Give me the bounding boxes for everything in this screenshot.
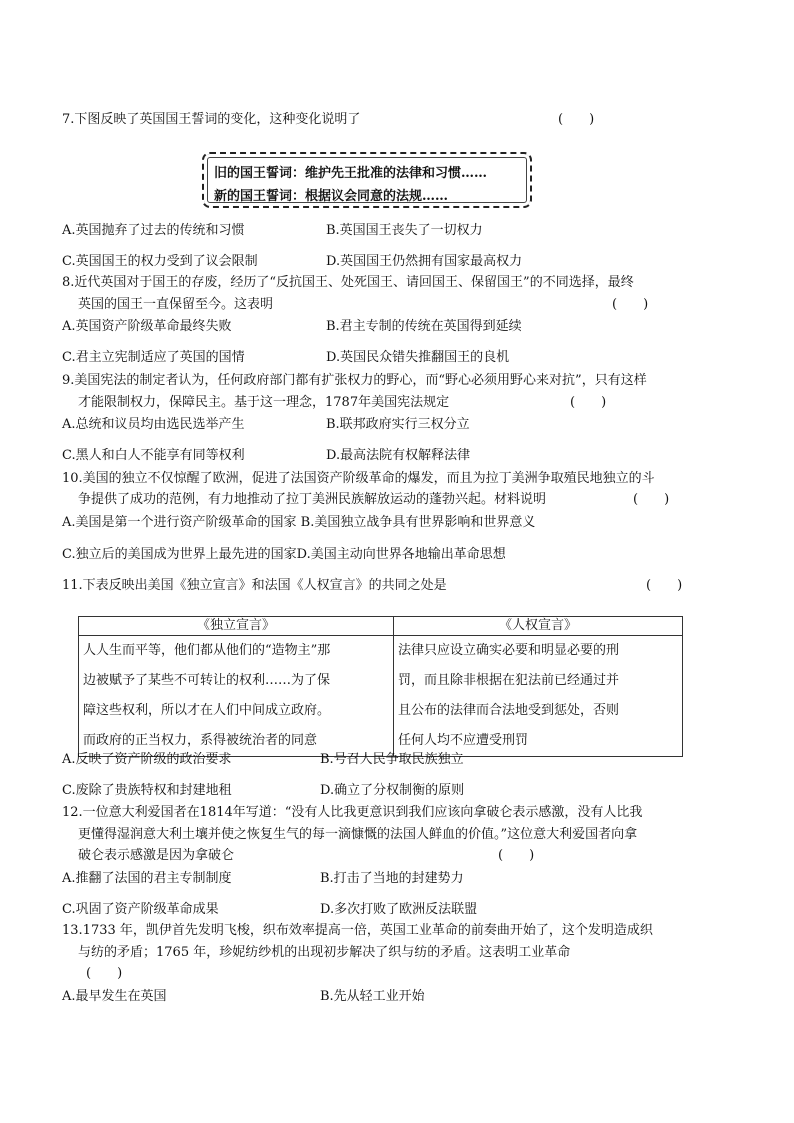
table-header-rights: 《人权宣言》 bbox=[394, 617, 683, 636]
rights-line: 法律只应设立确实必要和明显必要的刑 bbox=[398, 643, 620, 658]
q8-stem-line2: 英国的国王一直保留至今。这表明 bbox=[78, 297, 274, 312]
q7-answer-paren: ( ) bbox=[558, 112, 595, 127]
q11-option-c: C.废除了贵族特权和封建地租 bbox=[62, 783, 232, 798]
q8-stem-line1: 8.近代英国对于国王的存废，经历了“反抗国王、处死国王、请回国王、保留国王”的不同选择，最终 bbox=[62, 275, 634, 290]
q13-stem-line1: 13.1733 年，凯伊首先发明飞梭，织布效率提高一倍，英国工业革命的前奏曲开始了，这个发明造成织 bbox=[62, 923, 653, 938]
q8-option-d: D.英国民众错失推翻国王的良机 bbox=[326, 350, 510, 365]
independence-line: 边被赋予了某些不可转让的权利……为了保 bbox=[83, 673, 331, 688]
q13-option-b: B.先从轻工业开始 bbox=[320, 989, 425, 1004]
q10-options-ab: A.美国是第一个进行资产阶级革命的国家 B.美国独立战争具有世界影响和世界意义 bbox=[62, 515, 536, 530]
oath-new: 新的国王誓词：根据议会同意的法规…… bbox=[214, 189, 449, 204]
q7-option-a: A.英国抛弃了过去的传统和习惯 bbox=[62, 223, 245, 238]
q12-answer-paren: ( ) bbox=[498, 848, 535, 863]
q13-option-a: A.最早发生在英国 bbox=[62, 989, 167, 1004]
q12-option-d: D.多次打败了欧洲反法联盟 bbox=[320, 902, 478, 917]
q11-option-d: D.确立了分权制衡的原则 bbox=[320, 783, 465, 798]
q9-option-d: D.最高法院有权解释法律 bbox=[326, 448, 471, 463]
rights-line: 罚，而且除非根据在犯法前已经通过并 bbox=[398, 673, 620, 688]
oath-old: 旧的国王誓词：维护先王批准的法律和习惯…… bbox=[214, 166, 488, 181]
q12-option-c: C.巩固了资产阶级革命成果 bbox=[62, 902, 219, 917]
rights-line: 且公布的法律而合法地受到惩处，否则 bbox=[398, 703, 620, 718]
q13-stem-line2: 与纺的矛盾；1765 年，珍妮纺纱机的出现初步解决了织与纺的矛盾。这表明工业革命 bbox=[78, 945, 571, 960]
q11-option-b: B.号召人民争取民族独立 bbox=[320, 752, 464, 767]
q9-option-c: C.黑人和白人不能享有同等权利 bbox=[62, 448, 245, 463]
independence-text bbox=[79, 636, 394, 757]
q7-stem: 7.下图反映了英国国王誓词的变化，这种变化说明了 bbox=[62, 112, 361, 127]
q7-option-c: C.英国国王的权力受到了议会限制 bbox=[62, 254, 258, 269]
q7-option-d: D.英国国王仍然拥有国家最高权力 bbox=[326, 254, 523, 269]
q12-stem-line1: 12.一位意大利爱国者在1814年写道：“没有人比我更意识到我们应该向拿破仑表示感激，没有人比我 bbox=[62, 805, 643, 820]
q10-answer-paren: ( ) bbox=[633, 492, 670, 507]
q9-answer-paren: ( ) bbox=[570, 395, 607, 410]
independence-line: 障这些权利，所以才在人们中间成立政府。 bbox=[83, 703, 331, 718]
q11-answer-paren: ( ) bbox=[646, 578, 683, 593]
independence-line: 而政府的正当权力，系得被统治者的同意 bbox=[83, 733, 318, 748]
q10-options-cd: C.独立后的美国成为世界上最先进的国家D.美国主动向世界各地输出革命思想 bbox=[62, 547, 506, 562]
q9-option-b: B.联邦政府实行三权分立 bbox=[326, 417, 470, 432]
q9-stem-line1: 9.美国宪法的制定者认为，任何政府部门都有扩张权力的野心，而“野心必须用野心来对抗”，只有这样 bbox=[62, 373, 647, 388]
q12-option-b: B.打击了当地的封建势力 bbox=[320, 871, 464, 886]
q8-option-b: B.君主专制的传统在英国得到延续 bbox=[326, 319, 522, 334]
q8-option-a: A.英国资产阶级革命最终失败 bbox=[62, 319, 232, 334]
q8-answer-paren: ( ) bbox=[612, 297, 649, 312]
q10-stem-line1: 10.美国的独立不仅惊醒了欧洲，促进了法国资产阶级革命的爆发，而且为拉丁美洲争取殖民地独立的斗 bbox=[62, 471, 655, 486]
oath-box bbox=[202, 152, 532, 208]
rights-line: 任何人均不应遭受刑罚 bbox=[398, 733, 529, 748]
independence-line: 人人生而平等，他们都从他们的“造物主”那 bbox=[83, 643, 331, 658]
rights-text bbox=[394, 636, 683, 757]
table-header-independence: 《独立宣言》 bbox=[79, 617, 394, 636]
q11-stem: 11.下表反映出美国《独立宣言》和法国《人权宣言》的共同之处是 bbox=[62, 578, 447, 593]
q12-option-a: A.推翻了法国的君主专制制度 bbox=[62, 871, 232, 886]
q13-answer-paren: ( ) bbox=[86, 966, 123, 981]
q12-stem-line3: 破仑表示感激是因为拿破仑 bbox=[78, 848, 235, 863]
q9-stem-line2: 才能限制权力，保障民主。基于这一理念，1787年美国宪法规定 bbox=[78, 395, 450, 410]
q12-stem-line2: 更懂得湿润意大利土壤并使之恢复生气的每一滴慷慨的法国人鲜血的价值。”这位意大利爱国者向拿 bbox=[78, 827, 638, 842]
declaration-table bbox=[78, 616, 683, 757]
q7-option-b: B.英国国王丧失了一切权力 bbox=[326, 223, 483, 238]
q8-option-c: C.君主立宪制适应了英国的国情 bbox=[62, 350, 245, 365]
q11-option-a: A.反映了资产阶级的政治要求 bbox=[62, 752, 232, 767]
q10-stem-line2: 争提供了成功的范例，有力地推动了拉丁美洲民族解放运动的蓬勃兴起。材料说明 bbox=[78, 492, 547, 507]
q9-option-a: A.总统和议员均由选民选举产生 bbox=[62, 417, 245, 432]
